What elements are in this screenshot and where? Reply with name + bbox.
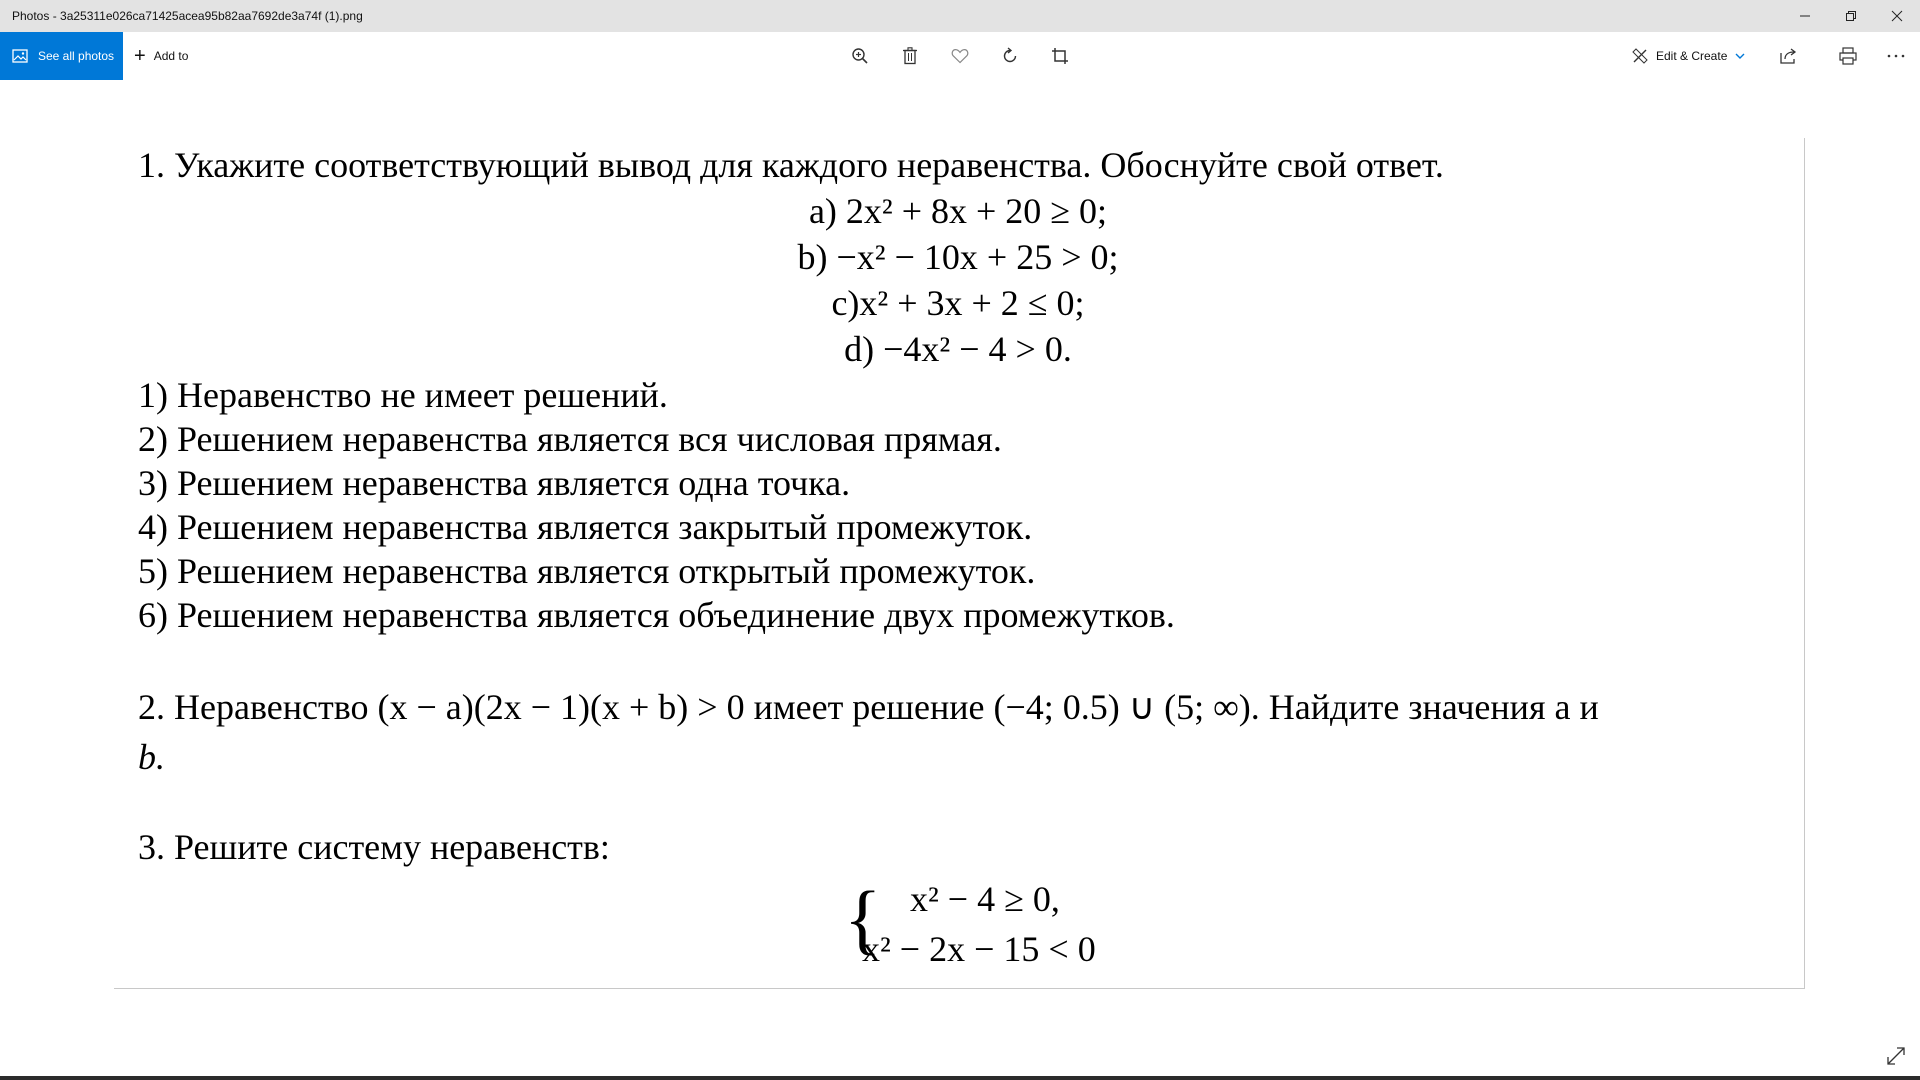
- window-title: Photos - 3a25311e026ca71425acea95b82aa7692de3a74f (1).png: [12, 9, 363, 23]
- minimize-icon: [1799, 10, 1811, 22]
- close-button[interactable]: [1874, 0, 1920, 32]
- taskbar-edge: [0, 1076, 1920, 1080]
- question-2-line-2: b.: [138, 737, 165, 777]
- rotate-icon[interactable]: [996, 42, 1024, 70]
- add-to-button[interactable]: [134, 32, 188, 80]
- share-icon[interactable]: [1775, 42, 1803, 70]
- option-2: 2) Решением неравенства является вся числовая прямая.: [138, 419, 1002, 459]
- add-to-label: Add to: [153, 49, 189, 63]
- question-2-line-1: 2. Неравенство (x − a)(2x − 1)(x + b) > 0 имеет решение (−4; 0.5) ∪ (5; ∞). Найдите значения a и: [138, 687, 1599, 727]
- delete-icon[interactable]: [896, 42, 924, 70]
- question-3-title: 3. Решите систему неравенств:: [138, 827, 610, 867]
- photos-icon: [12, 49, 28, 63]
- more-icon[interactable]: [1882, 42, 1910, 70]
- toolbar: [0, 32, 1920, 80]
- zoom-icon[interactable]: [846, 42, 874, 70]
- minimize-button[interactable]: [1782, 0, 1828, 32]
- photo-view: [114, 138, 1805, 989]
- favorite-icon[interactable]: [946, 42, 974, 70]
- see-all-photos-label: See all photos: [38, 49, 115, 63]
- edit-create-button[interactable]: [1632, 32, 1745, 80]
- see-all-photos-button[interactable]: [0, 32, 123, 80]
- inequality-b: b) −x² − 10x + 25 > 0;: [797, 237, 1119, 277]
- option-5: 5) Решением неравенства является открытый промежуток.: [138, 551, 1036, 591]
- print-icon[interactable]: [1834, 42, 1862, 70]
- title-bar: [0, 0, 1920, 32]
- chevron-down-icon: [1735, 53, 1745, 59]
- system-brace: {: [844, 875, 882, 962]
- system-inequality-2: x² − 2x − 15 < 0: [862, 929, 1096, 969]
- option-1: 1) Неравенство не имеет решений.: [138, 375, 668, 415]
- edit-create-label: Edit & Create: [1656, 49, 1728, 63]
- restore-button[interactable]: [1828, 0, 1874, 32]
- restore-icon: [1845, 10, 1857, 22]
- plus-icon: +: [134, 45, 146, 67]
- inequality-a: a) 2x² + 8x + 20 ≥ 0;: [808, 191, 1108, 231]
- edit-create-icon: [1632, 48, 1648, 64]
- expand-icon[interactable]: [1886, 1046, 1906, 1071]
- question-1-title: 1. Укажите соответствующий вывод для каждого неравенства. Обоснуйте свой ответ.: [138, 145, 1444, 185]
- option-4: 4) Решением неравенства является закрытый промежуток.: [138, 507, 1033, 547]
- system-inequality-1: x² − 4 ≥ 0,: [910, 879, 1060, 919]
- inequality-d: d) −4x² − 4 > 0.: [844, 329, 1072, 369]
- option-6: 6) Решением неравенства является объединение двух промежутков.: [138, 595, 1175, 635]
- crop-icon[interactable]: [1046, 42, 1074, 70]
- inequality-c: c)x² + 3x + 2 ≤ 0;: [831, 283, 1085, 323]
- close-icon: [1891, 10, 1903, 22]
- option-3: 3) Решением неравенства является одна точка.: [138, 463, 851, 503]
